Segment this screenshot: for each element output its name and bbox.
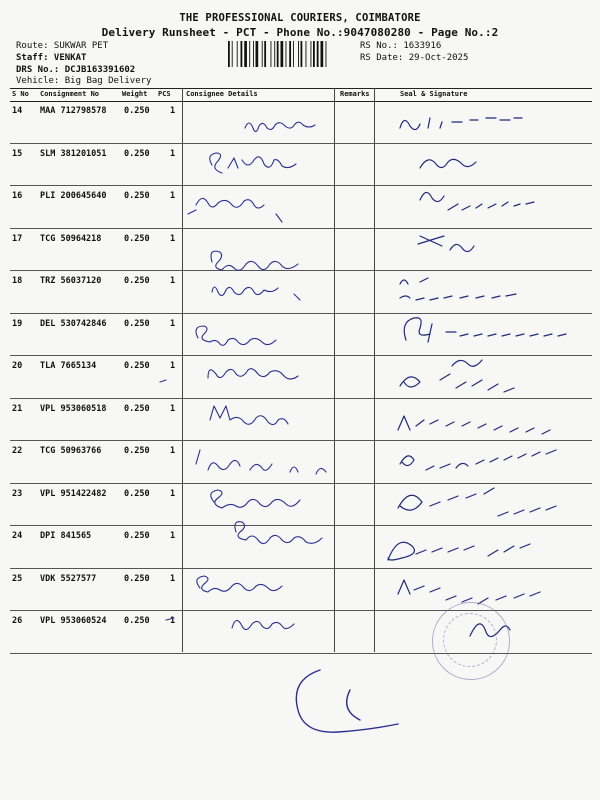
row-weight: 0.250	[124, 361, 150, 371]
company-seal-stamp	[432, 602, 510, 680]
row-consignment-no: TCG 50964218	[40, 233, 102, 244]
consignee-signature	[197, 576, 282, 592]
row-weight: 0.250	[124, 403, 150, 414]
receiver-signature	[420, 159, 476, 168]
row-pcs: 1	[170, 148, 176, 159]
row-consignment-no: VPL 951422482	[40, 488, 107, 499]
row-sno: 20	[12, 361, 23, 371]
row-sno: 16	[12, 191, 23, 201]
row-pcs: 1	[170, 191, 176, 201]
row-consignment-no: SLM 381201051	[40, 148, 107, 159]
row-weight: 0.250	[124, 531, 150, 541]
receiver-signature	[398, 580, 540, 604]
row-consignment-no: MAA 712798578	[40, 106, 107, 116]
consignee-signature	[211, 490, 300, 508]
receiver-signature	[400, 360, 514, 392]
row-sno: 14	[12, 106, 23, 116]
receiver-signature	[418, 236, 474, 252]
row-pcs: 1	[170, 276, 176, 286]
row-pcs: 1	[170, 106, 176, 116]
col-weight: Weight	[122, 90, 148, 98]
row-consignment-no: VDK 5527577	[40, 573, 97, 584]
receiver-signature	[400, 450, 556, 470]
receiver-signature	[400, 278, 516, 300]
runsheet-subtitle: Delivery Runsheet - PCT - Phone No.:9047080280 - Page No.:2	[101, 26, 499, 39]
consignee-signature	[211, 251, 298, 270]
row-sno: 15	[12, 148, 23, 159]
final-signature	[280, 660, 440, 760]
seal-inner-ring	[443, 613, 497, 667]
receiver-signature	[404, 318, 566, 342]
row-pcs: 1	[170, 531, 176, 541]
row-weight: 0.250	[124, 488, 150, 499]
consignee-signature	[232, 620, 294, 629]
row-pcs: 1	[170, 403, 176, 414]
receiver-signature	[420, 192, 534, 210]
rs-date: RS Date: 29-Oct-2025	[360, 53, 469, 63]
consignee-signature	[210, 406, 288, 425]
row-weight: 0.250	[124, 276, 150, 286]
consignee-signature	[196, 326, 276, 345]
col-seal: Seal & Signature	[400, 90, 468, 98]
col-consignee: Consignee Details	[186, 90, 258, 98]
row-sno: 25	[12, 573, 23, 584]
row-consignment-no: DPI 841565	[40, 531, 92, 541]
row-weight: 0.250	[124, 616, 150, 626]
company-title: THE PROFESSIONAL COURIERS, COIMBATORE	[179, 12, 421, 24]
row-weight: 0.250	[124, 148, 150, 159]
row-pcs: 1	[170, 361, 176, 371]
col-consignment: Consignment No	[40, 90, 100, 98]
row-pcs: 1	[170, 616, 176, 626]
vehicle-label: Vehicle: Big Bag Delivery	[16, 76, 152, 86]
staff-label: Staff: VENKAT	[16, 53, 87, 63]
row-consignment-no: TRZ 56037120	[40, 276, 102, 286]
row-sno: 22	[12, 446, 23, 456]
row-weight: 0.250	[124, 573, 150, 584]
route-label: Route: SUKWAR PET	[16, 41, 109, 51]
row-sno: 24	[12, 531, 23, 541]
row-pcs: 1	[170, 318, 176, 329]
row-consignment-no: TLA 7665134	[40, 361, 97, 371]
stray-mark	[160, 210, 196, 620]
consignee-signature	[208, 369, 298, 379]
row-sno: 18	[12, 276, 23, 286]
row-sno: 17	[12, 233, 23, 244]
row-pcs: 1	[170, 488, 176, 499]
consignee-signature	[212, 287, 300, 300]
consignee-signature	[196, 198, 282, 222]
receiver-signature	[400, 118, 522, 130]
rs-number: RS No.: 1633916	[360, 41, 442, 51]
col-pcs: PCS	[158, 90, 171, 98]
row-pcs: 1	[170, 573, 176, 584]
drs-number: DRS No.: DCJB163391602	[16, 65, 136, 75]
consignee-signature	[210, 153, 296, 173]
receiver-signature	[398, 488, 556, 516]
row-weight: 0.250	[124, 233, 150, 244]
row-consignment-no: TCG 50963766	[40, 446, 102, 456]
row-weight: 0.250	[124, 318, 150, 329]
row-consignment-no: VPL 953060524	[40, 616, 107, 626]
consignee-signature	[245, 122, 315, 131]
col-sno: S No	[12, 90, 29, 98]
receiver-signature	[388, 542, 530, 560]
row-weight: 0.250	[124, 106, 150, 116]
row-pcs: 1	[170, 233, 176, 244]
row-sno: 26	[12, 616, 23, 626]
row-weight: 0.250	[124, 446, 150, 456]
row-pcs: 1	[170, 446, 176, 456]
row-sno: 23	[12, 488, 23, 499]
row-sno: 21	[12, 403, 23, 414]
row-consignment-no: DEL 530742846	[40, 318, 107, 329]
row-consignment-no: PLI 200645640	[40, 191, 107, 201]
receiver-signature	[398, 416, 550, 434]
col-remarks: Remarks	[340, 90, 370, 98]
row-sno: 19	[12, 318, 23, 329]
row-consignment-no: VPL 953060518	[40, 403, 107, 414]
consignee-signature	[235, 522, 322, 544]
consignee-signature	[196, 450, 326, 474]
row-weight: 0.250	[124, 191, 150, 201]
